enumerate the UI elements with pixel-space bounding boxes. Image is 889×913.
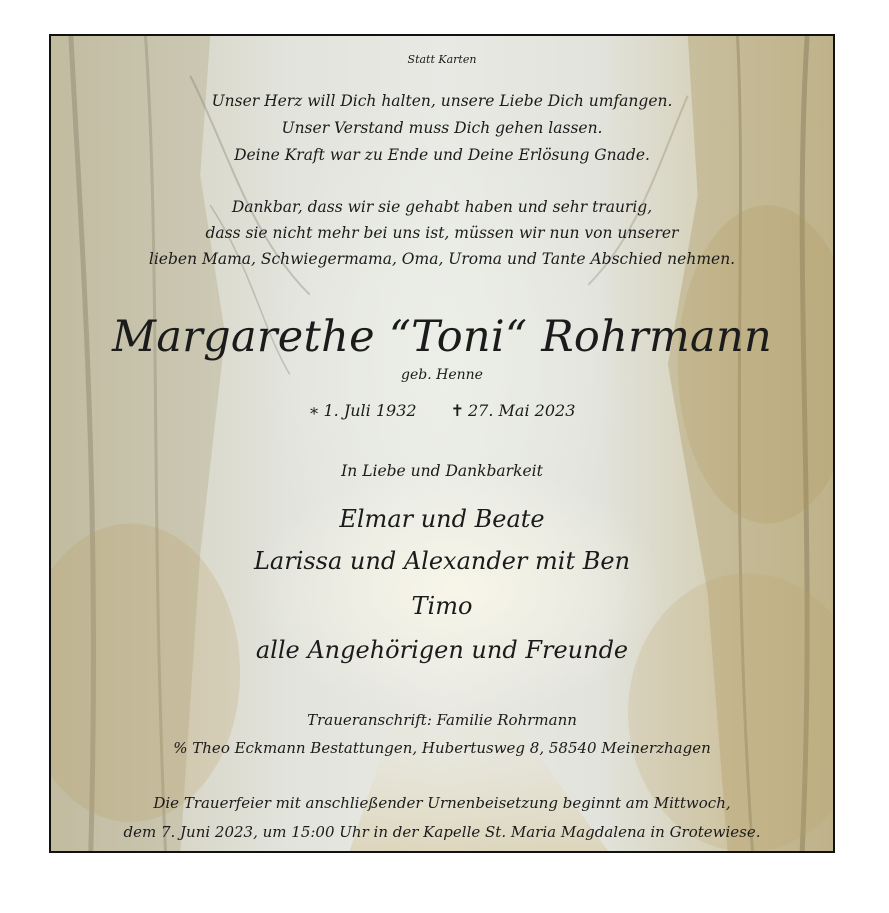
star-icon: ∗ bbox=[308, 401, 320, 420]
intro-line-2: dass sie nicht mehr bei uns ist, müssen wir nun von unserer bbox=[205, 224, 679, 242]
family-line-1: Elmar und Beate bbox=[339, 505, 545, 533]
maiden-name: geb. Henne bbox=[401, 367, 483, 383]
deceased-name: Margarethe “Toni“ Rohrmann bbox=[112, 312, 772, 362]
statt-karten: Statt Karten bbox=[407, 53, 477, 66]
verse-line-3: Deine Kraft war zu Ende und Deine Erlösung Gnade. bbox=[234, 146, 650, 164]
family-line-3: Timo bbox=[411, 592, 473, 620]
birth-date: ∗ 1. Juli 1932 bbox=[308, 401, 417, 420]
address-line-1: Traueranschrift: Familie Rohrmann bbox=[307, 711, 577, 729]
intro-line-1: Dankbar, dass wir sie gehabt haben und sehr traurig, bbox=[231, 198, 653, 216]
obituary-card bbox=[49, 34, 835, 853]
notice-text bbox=[51, 36, 833, 851]
verse-line-1: Unser Herz will Dich halten, unsere Liebe Dich umfangen. bbox=[211, 92, 673, 110]
verse-line-2: Unser Verstand muss Dich gehen lassen. bbox=[281, 119, 603, 137]
intro-line-3: lieben Mama, Schwiegermama, Oma, Uroma und Tante Abschied nehmen. bbox=[148, 250, 736, 268]
gratitude-line: In Liebe und Dankbarkeit bbox=[341, 462, 543, 480]
ceremony-line-1: Die Trauerfeier mit anschließender Urnenbeisetzung beginnt am Mittwoch, bbox=[153, 794, 731, 812]
address-line-2: % Theo Eckmann Bestattungen, Hubertusweg 8, 58540 Meinerzhagen bbox=[173, 739, 711, 757]
family-line-2: Larissa und Alexander mit Ben bbox=[253, 547, 631, 575]
cross-icon: ✝ bbox=[450, 401, 464, 420]
family-line-4: alle Angehörigen und Freunde bbox=[255, 636, 629, 664]
death-date: ✝ 27. Mai 2023 bbox=[450, 401, 576, 420]
life-dates bbox=[51, 401, 833, 420]
ceremony-line-2: dem 7. Juni 2023, um 15:00 Uhr in der Kapelle St. Maria Magdalena in Grotewiese. bbox=[123, 823, 761, 841]
